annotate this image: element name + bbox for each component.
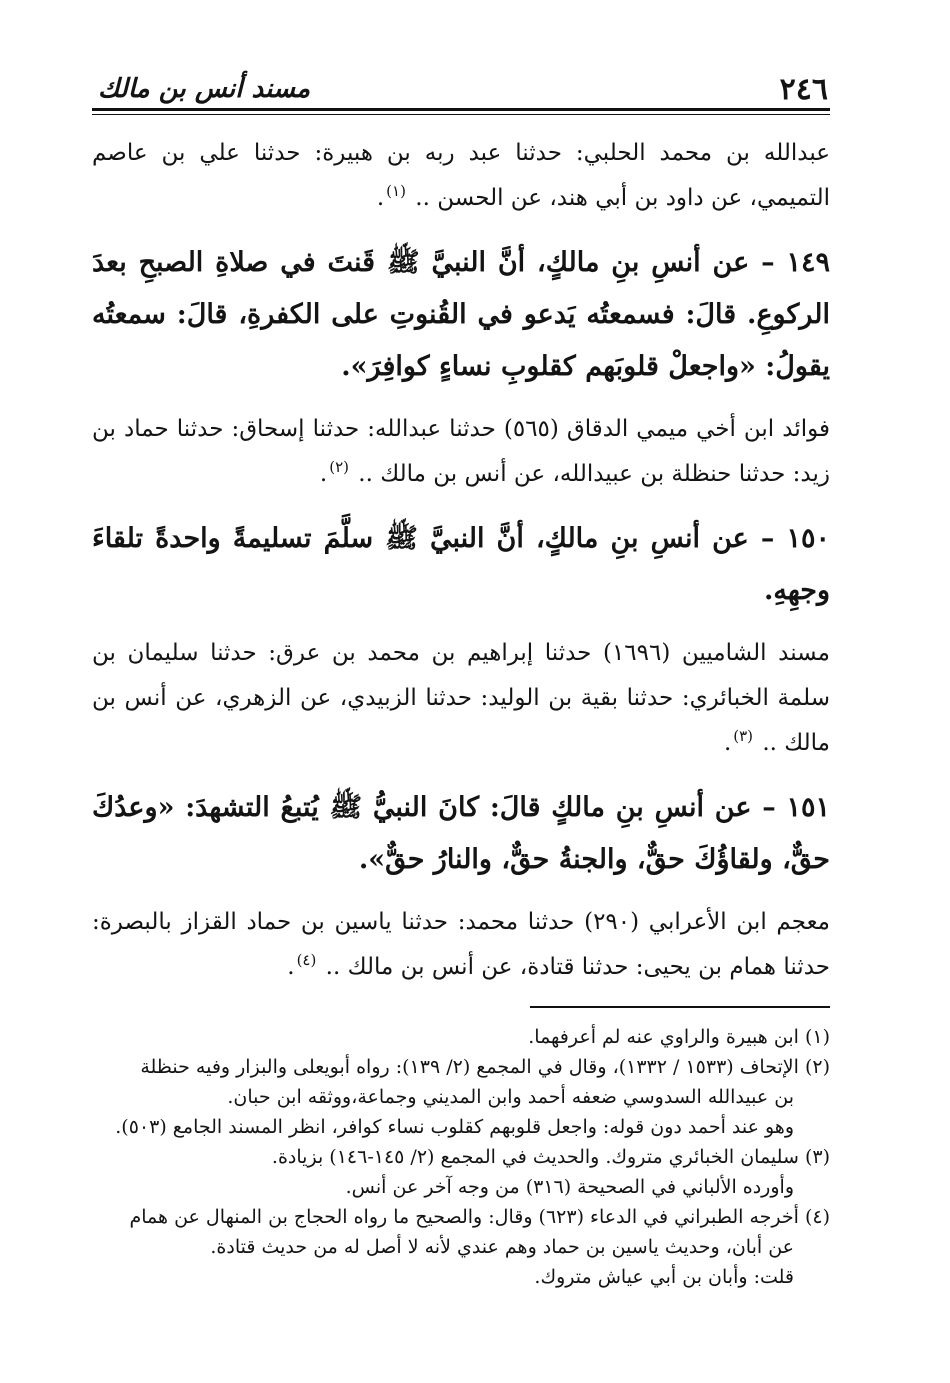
footnote-separator [530, 1006, 830, 1008]
hadith-number: ١٥١ – [762, 792, 830, 823]
source-isnad-3: مسند الشاميين (١٦٩٦) حدثنا إبراهيم بن محمد بن عرق: حدثنا سليمان بن سلمة الخبائري: حدثنا بقية بن الوليد: حدثنا الزبيدي، عن الزهري، عن أنس بن مالك .. $^{(٣)}$. [92, 640, 830, 756]
running-title: مسند أنس بن مالك [98, 74, 311, 104]
hadith-149: ١٤٩ – عن أنسِ بنِ مالكٍ، أنَّ النبيَّ ﷺ قَنتَ في صلاةِ الصبحِ بعدَ الركوعِ. قالَ: فسمعتُه يَدعو في القُنوتِ على الكفرةِ، قالَ: سمعتُه يقولُ: «واجعلْ قلوبَهم كقلوبِ نساءٍ كوافِرَ». [92, 247, 830, 382]
footnote-ref-3[interactable]: (٣) [733, 727, 754, 746]
source-isnad-2: فوائد ابن أخي ميمي الدقاق (٥٦٥) حدثنا عبدالله: حدثنا إسحاق: حدثنا حماد بن زيد: حدثنا حنظلة بن عبيدالله، عن أنس بن مالك .. $^{(٢)}$. [92, 416, 830, 487]
footnote-4-line: قلت: وأبان بن أبي عياش متروك. [534, 1266, 794, 1288]
page-header [92, 68, 830, 108]
footnote-1: (١) ابن هبيرة والراوي عنه لم أعرفهما. [528, 1026, 830, 1048]
footnote-4-line: عن أبان، وحديث ياسين بن حماد وهم عندي لأنه لا أصل له من حديث قتادة. [210, 1236, 794, 1258]
footnote-ref-2[interactable]: (٢) [329, 458, 349, 477]
footnote-ref-1[interactable]: (١) [386, 182, 406, 201]
footnotes [92, 1022, 830, 1292]
header-rule [92, 108, 830, 111]
footnote-3: (٣) سليمان الخبائري متروك. والحديث في المجمع (٢/ ١٤٥-١٤٦) بزيادة. [271, 1146, 830, 1168]
footnote-2-line: وهو عند أحمد دون قوله: واجعل قلوبهم كقلوب نساء كوافر، انظر المسند الجامع (٥٠٣). [115, 1116, 794, 1138]
footnote-4: (٤) أخرجه الطبراني في الدعاء (٦٢٣) وقال: والصحيح ما رواه الحجاج بن المنهال عن همام [129, 1206, 830, 1228]
footnote-3-line: وأورده الألباني في الصحيحة (٣١٦) من وجه آخر عن أنس. [345, 1176, 794, 1198]
hadith-number: ١٥٠ – [760, 523, 830, 554]
header-rule-thin [92, 114, 830, 115]
hadith-150: ١٥٠ – عن أنسِ بنِ مالكٍ، أنَّ النبيَّ ﷺ سلَّمَ تسليمةً واحدةً تلقاءَ وجهِهِ. [92, 523, 830, 606]
hadith-151: ١٥١ – عن أنسِ بنِ مالكٍ قالَ: كانَ النبيُّ ﷺ يُتبعُ التشهدَ: «وعدُكَ حقٌّ، ولقاؤُكَ حقٌّ، والجنةُ حقٌّ، والنارُ حقٌّ». [92, 792, 830, 875]
footnote-2-line: بن عبيدالله السدوسي ضعفه أحمد وابن المديني وجماعة،ووثقه ابن حبان. [227, 1086, 794, 1108]
hadith-number: ١٤٩ – [761, 247, 830, 278]
main-text [92, 131, 830, 990]
source-isnad-4: معجم ابن الأعرابي (٢٩٠) حدثنا محمد: حدثنا ياسين بن حماد القزاز بالبصرة: حدثنا همام بن يحيى: حدثنا قتادة، عن أنس بن مالك .. $^{(٤)}$. [92, 909, 830, 980]
page-number: ٢٤٦ [779, 72, 828, 107]
source-isnad-1: عبدالله بن محمد الحلبي: حدثنا عبد ربه بن هبيرة: حدثنا علي بن عاصم التميمي، عن داود بن أبي هند، عن الحسن .. $^{(١)}$. [92, 140, 830, 211]
footnote-ref-4[interactable]: (٤) [296, 951, 317, 970]
footnote-2: (٢) الإتحاف (١٥٣٣ / ١٣٣٢)، وقال في المجمع (٢/ ١٣٩): رواه أبويعلى والبزار وفيه حنظلة [140, 1056, 830, 1078]
book-page [92, 68, 830, 1292]
